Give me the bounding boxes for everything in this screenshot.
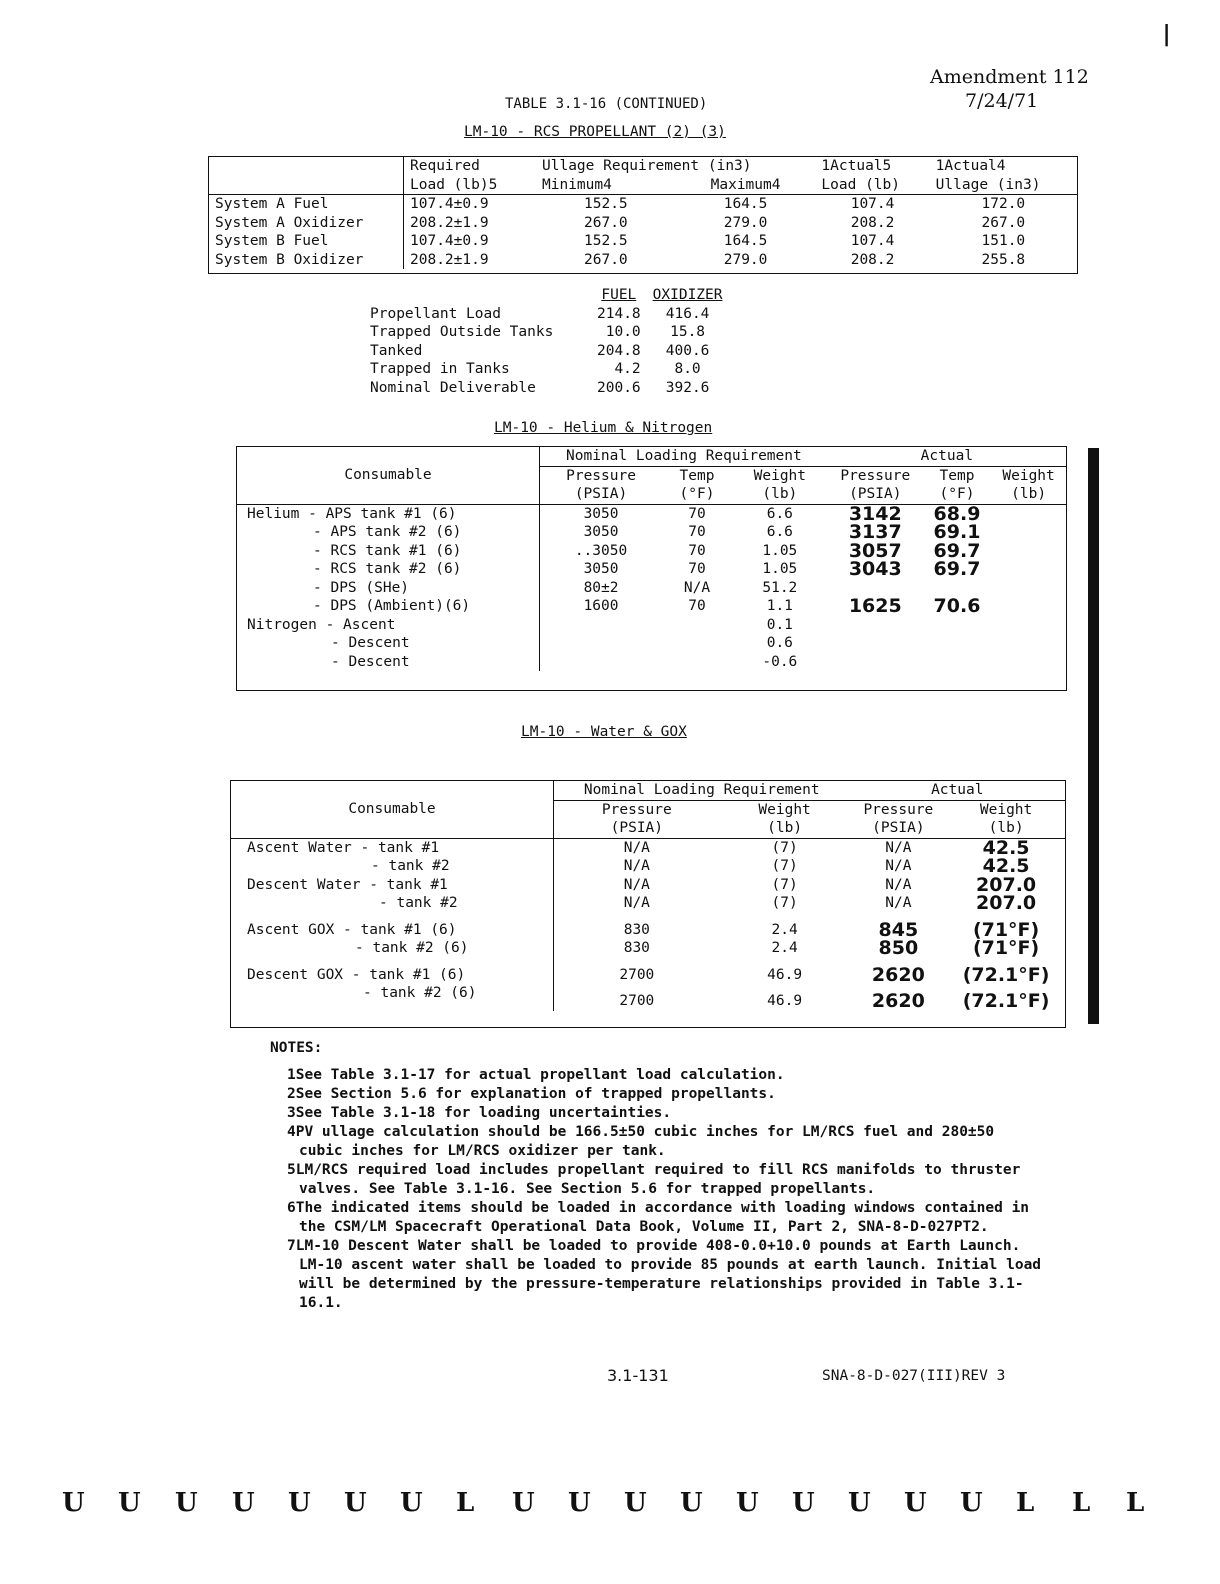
header-required-2: Load (lb)5 — [404, 176, 537, 195]
header-ullage: Ullage Requirement (in3) — [542, 158, 752, 174]
notes-list — [283, 1066, 1043, 1313]
table-row: - tank #2 N/A (7) N/A 42.5 — [371, 855, 1030, 877]
list-item: Trapped Outside Tanks 10.0 15.8 — [370, 324, 706, 340]
header-min: Minimum4 — [536, 176, 676, 195]
header-actual-ullage-2: Ullage (in3) — [930, 176, 1077, 195]
note-item: 3See Table 3.1-18 for loading uncertainties. — [287, 1105, 672, 1121]
header-actual: Actual — [828, 447, 1066, 466]
table-row: - DPS (SHe) 80±2 N/A 51.2 — [313, 579, 798, 596]
note-item: 7LM-10 Descent Water shall be loaded to provide 408-0.0+10.0 pounds at Earth Launch. LM-10 ascent water shall be loaded to provide 85 pounds at earth launch. Initial load will be determined by the pressure-temperature relationships provided in Table 3.1-16.1. — [287, 1238, 1042, 1311]
header-nominal: Nominal Loading Requirement — [554, 781, 850, 800]
corner-mark: | — [1160, 22, 1174, 47]
table-row: Helium - APS tank #1 (6) 3050 70 6.6 3142 68.9 — [247, 502, 981, 525]
table-row: Descent GOX - tank #1 (6) 2700 46.9 2620 (72.1°F) — [231, 958, 1065, 985]
table-row: System A Fuel 107.4±0.9 152.5 164.5 107.4 172.0 — [215, 196, 1026, 212]
water-table: Consumable Nominal Loading Requirement Actual Pressure Weight Pressure Weight (PSIA) (lb) (PSIA) (lb) Ascent Water - tank #1 N/A (7) N/A 42.5 - tank #2 N/A (7) N/A 42.5 Descent Water - tank #1 N/A (7) N/A 207.0 - tank #2 N/A (7) N/A 207.0 Ascent GOX - tank #1 (6) 830 2.4 845 (71°F) - tank #2 (6) 830 2.4 850 (71°F) Descent GOX - tank #1 (6) 2700 46.9 2620 (72.1°F) - tank #2 (6) 2700 46.9 2620 (72.1°F) — [230, 780, 1066, 1028]
edge-mark: U — [344, 1488, 367, 1518]
table-row: Nitrogen - Ascent 0.1 — [247, 616, 793, 633]
header-max: Maximum4 — [676, 176, 816, 195]
edge-mark: U — [792, 1488, 815, 1518]
edge-mark: U — [624, 1488, 647, 1518]
edge-mark: U — [848, 1488, 871, 1518]
list-item: Propellant Load 214.8 416.4 — [370, 305, 710, 322]
list-item: Nominal Deliverable 200.6 392.6 — [370, 379, 710, 396]
edge-mark: L — [1126, 1488, 1145, 1518]
edge-mark: U — [400, 1488, 423, 1518]
table-row: System B Fuel 107.4±0.9 152.5 164.5 107.4 151.0 — [215, 233, 1026, 249]
edge-mark: U — [512, 1488, 535, 1518]
table-row: - Descent -0.6 — [331, 653, 798, 670]
edge-marks — [0, 1470, 1220, 1520]
table-row: System B Oxidizer 208.2±1.9 267.0 279.0 208.2 255.8 — [215, 251, 1026, 268]
edge-mark: U — [62, 1488, 85, 1518]
summary-header-oxidizer: OXIDIZER — [652, 287, 723, 303]
page-number: 3.1-131 — [607, 1366, 669, 1385]
edge-mark: U — [288, 1488, 311, 1518]
header-consumable: Consumable — [231, 781, 554, 838]
document-id: SNA-8-D-027(III)REV 3 — [822, 1368, 1006, 1384]
rcs-title: LM-10 - RCS PROPELLANT (2) (3) — [464, 124, 726, 140]
rcs-table — [208, 156, 1078, 274]
table-row: - tank #2 N/A (7) N/A 207.0 — [379, 892, 1037, 914]
table-row: System A Oxidizer 208.2±1.9 267.0 279.0 208.2 267.0 — [215, 214, 1026, 231]
edge-mark: L — [1016, 1488, 1035, 1518]
change-bar — [1088, 448, 1099, 1024]
header-actual-load: 1Actual5 — [821, 158, 892, 174]
edge-mark: U — [960, 1488, 983, 1518]
header-actual-ullage: 1Actual4 — [935, 158, 1006, 174]
edge-mark: L — [456, 1488, 475, 1518]
header-consumable: Consumable — [237, 447, 540, 504]
note-item: 2See Section 5.6 for explanation of trapped propellants. — [287, 1086, 776, 1102]
table-row: Ascent GOX - tank #1 (6) 830 2.4 845 (71°F) — [231, 913, 1065, 940]
helium-table: Consumable Nominal Loading Requirement Actual Pressure Temp Weight Pressure Temp Weight (PSIA) (°F) (lb) (PSIA) (°F) (lb) Helium - APS tank #1 (6) 3050 70 6.6 3142 68.9 - APS tank #2 (6) 3050 70 6.6 3137 69.1 - RCS tank #1 (6) ..3050 70 1.05 3057 69.7 - RCS tank #2 (6) 3050 70 1.05 3043 69.7 - DPS (SHe) 80±2 N/A 51.2 - DPS (Ambient)(6) 1600 70 1.1 1625 70.6 Nitrogen - Ascent 0.1 - Descent 0.6 - Descent -0.6 — [236, 446, 1067, 691]
edge-mark: U — [568, 1488, 591, 1518]
table-row: - tank #2 (6) 830 2.4 850 (71°F) — [355, 937, 1040, 959]
amendment-date: 7/24/71 — [965, 90, 1039, 112]
header-actual-load-2: Load (lb) — [815, 176, 929, 195]
header-nominal: Nominal Loading Requirement — [540, 447, 828, 466]
summary-header-fuel: FUEL — [601, 287, 637, 303]
edge-mark: U — [175, 1488, 198, 1518]
table-row: Descent Water - tank #1 N/A (7) N/A 207.0 — [247, 873, 1037, 896]
table-row: - Descent 0.6 — [331, 635, 793, 651]
notes-title: NOTES: — [270, 1040, 323, 1056]
note-item: 6The indicated items should be loaded in accordance with loading windows contained in the CSM/LM Spacecraft Operational Data Book, Volume II, Part 2, SNA-8-D-027PT2. — [287, 1200, 1030, 1235]
table-row: - DPS (Ambient)(6) 1600 70 1.1 1625 70.6 — [313, 595, 981, 617]
amendment: Amendment 112 — [930, 66, 1089, 88]
helium-title: LM-10 - Helium & Nitrogen — [494, 420, 713, 436]
edge-mark: L — [1072, 1488, 1091, 1518]
edge-mark: U — [736, 1488, 759, 1518]
table-row: - APS tank #2 (6) 3050 70 6.6 3137 69.1 — [313, 521, 981, 543]
note-item: 5LM/RCS required load includes propellant required to fill RCS manifolds to thruster valves. See Table 3.1-16. See Section 5.6 for trapped propellants. — [287, 1162, 1021, 1197]
header-actual: Actual — [850, 781, 1065, 800]
propellant-summary — [364, 286, 729, 397]
water-title: LM-10 - Water & GOX — [521, 724, 687, 740]
edge-mark: U — [904, 1488, 927, 1518]
header-required: Required — [404, 157, 537, 176]
table-row: - RCS tank #1 (6) ..3050 70 1.05 3057 69.7 — [313, 539, 981, 562]
list-item: Tanked 204.8 400.6 — [370, 342, 710, 359]
table-row: - RCS tank #2 (6) 3050 70 1.05 3043 69.7 — [313, 558, 981, 580]
edge-mark: U — [680, 1488, 703, 1518]
note-item: 1See Table 3.1-17 for actual propellant load calculation. — [287, 1067, 785, 1083]
note-item: 4PV ullage calculation should be 166.5±50 cubic inches for LM/RCS fuel and 280±50 cubic inches for LM/RCS oxidizer per tank. — [287, 1124, 995, 1159]
table-title: TABLE 3.1-16 (CONTINUED) — [505, 96, 708, 112]
edge-mark: U — [232, 1488, 255, 1518]
list-item: Trapped in Tanks 4.2 8.0 — [370, 361, 701, 377]
table-row: Ascent Water - tank #1 N/A (7) N/A 42.5 — [247, 836, 1030, 859]
edge-mark: U — [118, 1488, 141, 1518]
table-row: - tank #2 (6) 2700 46.9 2620 (72.1°F) — [363, 985, 1050, 1012]
